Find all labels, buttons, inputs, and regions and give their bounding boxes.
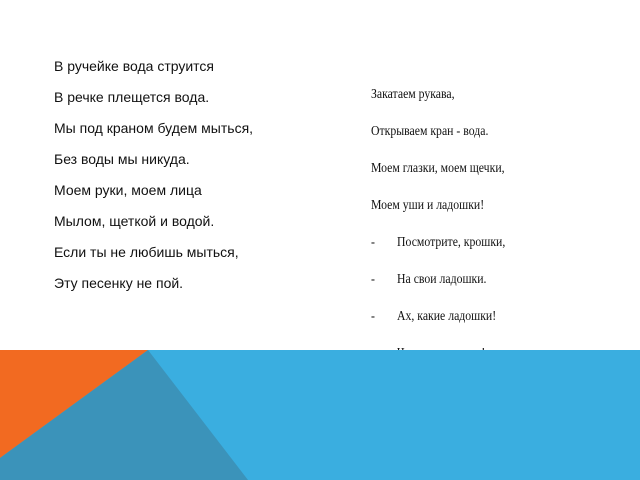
left-poem (54, 57, 354, 305)
dash-line-text: На свои ладошки. (397, 272, 487, 287)
right-poem-dash-line (371, 234, 581, 271)
right-poem-line: Открываем кран - вода. (371, 124, 489, 139)
left-poem-line: Мы под краном будем мыться, (54, 120, 254, 136)
right-poem-line: Моем уши и ладошки! (371, 198, 485, 213)
right-poem (371, 86, 621, 382)
left-poem-line: В ручейке вода струится (54, 58, 215, 74)
dash-marker: - (371, 235, 375, 250)
decorative-footer-band (0, 350, 640, 480)
left-poem-line: Эту песенку не пой. (54, 275, 184, 291)
dash-marker: - (371, 309, 375, 324)
left-poem-line: Мылом, щеткой и водой. (54, 213, 215, 229)
right-poem-line: Закатаем рукава, (371, 87, 455, 102)
right-poem-dash-line (371, 308, 581, 345)
right-poem-dash-line (371, 271, 581, 308)
left-poem-line: Без воды мы никуда. (54, 151, 190, 167)
left-poem-line: Если ты не любишь мыться, (54, 244, 239, 260)
left-poem-line: Моем руки, моем лица (54, 182, 202, 198)
left-poem-line: В речке плещется вода. (54, 89, 210, 105)
dash-line-text: Посмотрите, крошки, (397, 235, 506, 250)
dash-marker: - (371, 272, 375, 287)
right-poem-line: Моем глазки, моем щечки, (371, 161, 505, 176)
dash-line-text: Ах, какие ладошки! (397, 309, 497, 324)
